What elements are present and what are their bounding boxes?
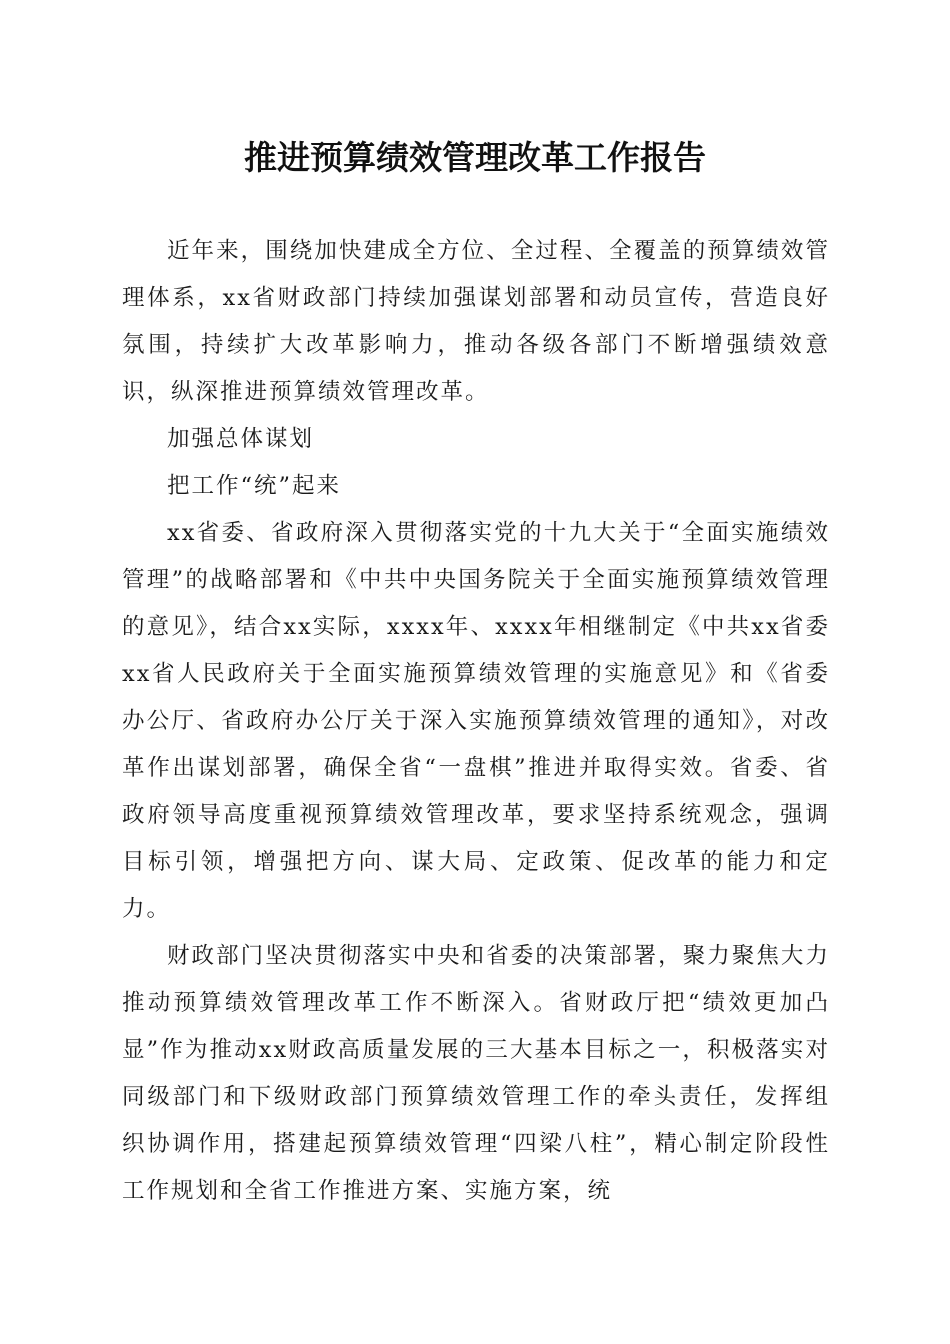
paragraph-intro: 近年来，围绕加快建成全方位、全过程、全覆盖的预算绩效管理体系，xx省财政部门持续加强谋划部署和动员宣传，营造良好氛围，持续扩大改革影响力，推动各级各部门不断增强绩效意识，纵深推进预算绩效管理改革。 bbox=[122, 238, 830, 405]
document-body bbox=[122, 228, 830, 1215]
section-heading: 加强总体谋划 bbox=[167, 426, 315, 452]
paragraph-provincial-deployment: xx省委、省政府深入贯彻落实党的十九大关于“全面实施绩效管理”的战略部署和《中共中央国务院关于全面实施预算绩效管理的意见》，结合xx实际，xxxx年、xxxx年相继制定《中共xx省委xx省人民政府关于全面实施预算绩效管理的实施意见》和《省委办公厅、省政府办公厅关于深入实施预算绩效管理的通知》，对改革作出谋划部署，确保全省“一盘棋”推进并取得实效。省委、省政府领导高度重视预算绩效管理改革，要求坚持系统观念，强调目标引领，增强把方向、谋大局、定政策、促改革的能力和定力。 bbox=[122, 520, 830, 922]
paragraph-finance-department: 财政部门坚决贯彻落实中央和省委的决策部署，聚力聚焦大力推动预算绩效管理改革工作不断深入。省财政厅把“绩效更加凸显”作为推动xx财政高质量发展的三大基本目标之一，积极落实对同级部门和下级财政部门预算绩效管理工作的牵头责任，发挥组织协调作用，搭建起预算绩效管理“四梁八柱”，精心制定阶段性工作规划和全省工作推进方案、实施方案，统 bbox=[122, 943, 830, 1204]
document-title: 推进预算绩效管理改革工作报告 bbox=[244, 138, 706, 177]
section-subheading: 把工作“统”起来 bbox=[167, 473, 342, 499]
